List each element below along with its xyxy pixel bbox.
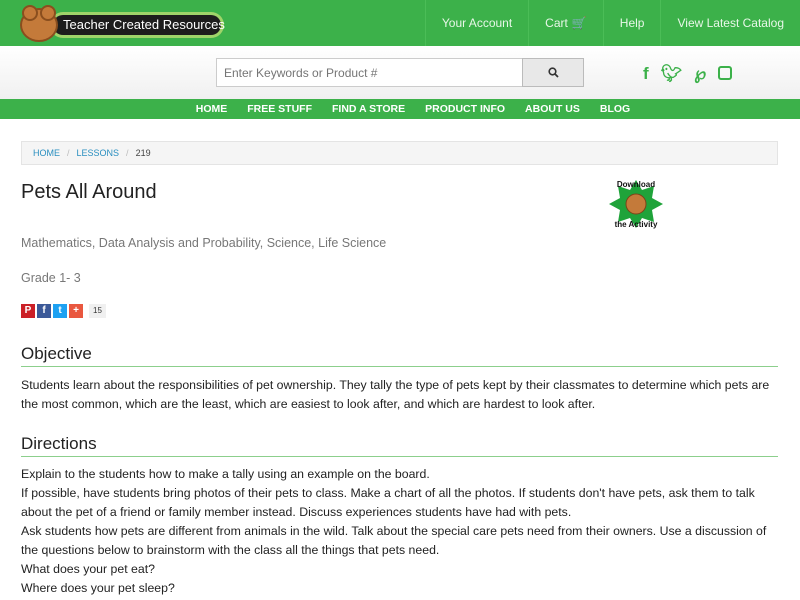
help-link[interactable]: Help <box>603 0 661 46</box>
cart-link[interactable]: Cart 🛒 <box>528 0 603 46</box>
nav-find-a-store[interactable]: FIND A STORE <box>332 103 406 115</box>
your-account-link[interactable]: Your Account <box>425 0 528 46</box>
svg-text:Download: Download <box>616 180 656 189</box>
catalog-link[interactable]: View Latest Catalog <box>660 0 800 46</box>
logo-text: Teacher Created Resources <box>53 15 221 35</box>
search-input[interactable] <box>216 58 523 87</box>
breadcrumb-current: 219 <box>135 148 151 158</box>
nav-about-us[interactable]: ABOUT US <box>525 103 580 115</box>
nav-product-info[interactable]: PRODUCT INFO <box>425 103 506 115</box>
facebook-icon[interactable]: f <box>643 64 649 83</box>
pinterest-icon[interactable]: ℘ <box>694 64 707 83</box>
download-badge-icon <box>606 176 666 232</box>
breadcrumb: HOME / LESSONS / 219 <box>21 141 778 165</box>
direction-line: Where does your pet sleep? <box>21 581 175 595</box>
direction-line: Ask students how pets are different from animals in the wild. Talk about the special care pets need from their owners. Use a discussion of the questions below to brainstorm with the class all the things that pets need. <box>21 524 767 557</box>
direction-line: If possible, have students bring photos of their pets to class. Make a chart of all the photos. If students don't have pets, ask them to talk about the pet of a friend or family member instead. Discuss experiences students have had with pets. <box>21 486 755 519</box>
pinterest-share-icon[interactable]: P <box>21 304 35 318</box>
search-button[interactable] <box>522 58 584 87</box>
nav-blog[interactable]: BLOG <box>599 103 631 115</box>
bear-logo-icon <box>20 8 58 42</box>
grade: Grade 1- 3 <box>21 271 81 285</box>
share-count: 15 <box>89 304 106 318</box>
breadcrumb-home[interactable]: HOME <box>33 148 60 158</box>
svg-text:the Activity: the Activity <box>614 220 658 229</box>
instagram-icon[interactable] <box>718 66 732 80</box>
download-activity-button[interactable] <box>606 176 666 232</box>
directions-list <box>21 465 786 598</box>
page-title: Pets All Around <box>21 181 157 203</box>
logo[interactable] <box>18 6 226 42</box>
objective-heading: Objective <box>21 344 778 367</box>
search-icon <box>548 67 559 78</box>
facebook-share-icon[interactable]: f <box>37 304 51 318</box>
nav-home[interactable]: HOME <box>195 103 228 115</box>
direction-line: What does your pet eat? <box>21 562 155 576</box>
objective-text: Students learn about the responsibilities of pet ownership. They tally the type of pets kept by their classmates to determine which pets are the most common, which are the least, which are easiest to look after, and which are hardest to look after. <box>21 378 770 411</box>
cart-icon: 🛒 <box>571 16 587 30</box>
twitter-share-icon[interactable]: t <box>53 304 67 318</box>
directions-heading: Directions <box>21 434 778 457</box>
account-nav <box>425 0 800 46</box>
direction-line: Explain to the students how to make a tally using an example on the board. <box>21 467 430 481</box>
nav-free-stuff[interactable]: FREE STUFF <box>247 103 312 115</box>
breadcrumb-lessons[interactable]: LESSONS <box>76 148 120 158</box>
share-buttons <box>21 304 106 318</box>
top-bar <box>0 0 800 46</box>
main-nav <box>0 99 800 119</box>
social-links <box>643 64 732 84</box>
subjects: Mathematics, Data Analysis and Probability, Science, Life Science <box>21 236 387 250</box>
twitter-icon[interactable]: 🐦︎ <box>660 64 683 83</box>
addthis-share-icon[interactable]: + <box>69 304 83 318</box>
